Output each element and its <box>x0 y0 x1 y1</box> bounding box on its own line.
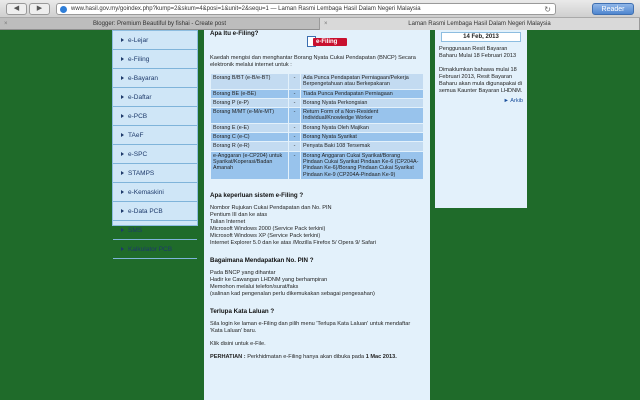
bullet-icon <box>121 171 124 175</box>
url-text: www.hasil.gov.my/goindex.php?kump=2&skum=4&posi=1&unit=2&sequ=1 — Laman Rasmi Lembaga Hasil Dalam Negeri Malaysia <box>71 6 421 12</box>
address-bar[interactable] <box>56 3 556 15</box>
intro-text: Kaedah mengisi dan menghantar Borang Nyata Cukai Pendapatan (BNCP) Secara elektronik melalui internet untuk : <box>210 55 416 68</box>
sidebar-item-e-kemaskini[interactable] <box>113 183 197 202</box>
form-name: Borang E (e-E) <box>211 123 289 132</box>
refresh-icon[interactable]: ↻ <box>544 5 551 14</box>
dash: - <box>289 123 301 132</box>
sidebar-item-label: e-Data PCB <box>128 207 163 215</box>
news-date: 14 Feb, 2013 <box>441 32 521 42</box>
dash: - <box>289 108 301 124</box>
bullet-icon <box>121 209 124 213</box>
list-item: Internet Explorer 5.0 dan ke atas /Mozilla Firefox 5/ Opera 9/ Safari <box>210 239 377 246</box>
form-desc: Borang Anggaran Cukai Syarikat/Borang Pindaan Cukai Syarikat Pindaan Ke-6 (CP204A-Pindaan Ke-6)/Borang Pindaan Cukai Syarikat Pindaan Ke-9 (CP204A-Pindaan Ke-9) <box>301 151 424 179</box>
table-row <box>211 151 424 179</box>
sidebar-item-sms[interactable] <box>113 221 197 240</box>
bullet-icon <box>121 247 124 251</box>
tab-bar <box>0 18 640 30</box>
sidebar-item-label: e-Filing <box>128 55 150 63</box>
sidebar-item-label: e-Lejar <box>128 36 149 44</box>
dash: - <box>289 74 301 90</box>
form-name: Borang R (e-R) <box>211 142 289 151</box>
sidebar-item-e-spc[interactable] <box>113 145 197 164</box>
dash: - <box>289 151 301 179</box>
notice <box>210 354 424 361</box>
list-item: Pada BNCP yang dihantar <box>210 269 276 276</box>
table-row <box>211 133 424 142</box>
sidebar-item-label: e-Daftar <box>128 93 152 101</box>
bullet-icon <box>121 95 124 99</box>
bullet-icon <box>121 190 124 194</box>
bullet-icon <box>121 133 124 137</box>
sidebar-item-e-lejar[interactable] <box>113 31 197 50</box>
sidebar-item-taef[interactable] <box>113 126 197 145</box>
notice-date: 1 Mac 2013. <box>365 353 397 360</box>
pin-title: Bagaimana Mendapatkan No. PIN ? <box>210 256 314 264</box>
main-content <box>204 30 430 400</box>
list-item: Nombor Rujukan Cukai Pendapatan dan No. PIN <box>210 204 332 211</box>
sidebar-item-label: Kalkulator PCB <box>128 245 173 253</box>
sidebar-item-e-bayaran[interactable] <box>113 69 197 88</box>
notice-text: Perkhidmatan e-Filing hanya akan dibuka pada <box>247 353 365 360</box>
list-item: (salinan kad pengenalan perlu dikemukakan sebagai pengesahan) <box>210 290 375 297</box>
bullet-icon <box>121 76 124 80</box>
browser-toolbar <box>0 0 640 18</box>
page <box>0 30 640 400</box>
requirements-title: Apa keperluan sistem e-Filing ? <box>210 191 304 199</box>
bullet-icon <box>121 228 124 232</box>
form-desc: Borang Nyata Perkongsian <box>301 98 424 107</box>
tab-blogger[interactable] <box>0 18 320 30</box>
sidebar-item-stamps[interactable] <box>113 164 197 183</box>
sidebar-item-label: TAeF <box>128 131 144 139</box>
sidebar-item-e-daftar[interactable] <box>113 88 197 107</box>
sidebar-item-label: e-Kemaskini <box>128 188 164 196</box>
form-name: Borang B/BT (e-B/e-BT) <box>211 74 289 90</box>
bullet-icon <box>121 57 124 61</box>
form-desc: Tiada Punca Pendapatan Perniagaan <box>301 89 424 98</box>
table-row <box>211 89 424 98</box>
form-name: Borang P (e-P) <box>211 98 289 107</box>
tab-label: Laman Rasmi Lembaga Hasil Dalam Negeri Malaysia <box>408 21 551 27</box>
requirements-list <box>210 205 424 247</box>
news-panel <box>435 30 527 208</box>
sidebar-item-label: STAMPS <box>128 169 155 177</box>
tab-close-icon[interactable]: × <box>4 21 8 27</box>
back-button[interactable]: ◀ <box>6 3 27 15</box>
sidebar-item-label: e-Bayaran <box>128 74 158 82</box>
form-name: Borang M/MT (e-M/e-MT) <box>211 108 289 124</box>
list-item: Memohon melalui telefon/surat/faks <box>210 283 299 290</box>
form-desc: Borang Nyata Syarikat <box>301 133 424 142</box>
pin-list <box>210 270 424 298</box>
table-row <box>211 123 424 132</box>
dash: - <box>289 98 301 107</box>
sidebar-item-label: SMS <box>128 226 143 234</box>
list-item: Microsoft Windows XP (Service Pack terkini) <box>210 232 321 239</box>
nav-buttons <box>6 3 50 15</box>
bullet-icon <box>121 38 124 42</box>
dash: - <box>289 89 301 98</box>
forgot-password-title: Terlupa Kata Laluan ? <box>210 307 275 315</box>
bullet-icon <box>121 114 124 118</box>
site-favicon-icon <box>60 6 67 13</box>
news-headline[interactable]: Penggunaan Resit Bayaran Baharu Mulai 18 Februari 2013 <box>439 46 517 59</box>
bullet-icon <box>121 152 124 156</box>
table-row <box>211 74 424 90</box>
table-row <box>211 98 424 107</box>
sidebar-item-e-pcb[interactable] <box>113 107 197 126</box>
list-item: Talian Internet <box>210 218 246 225</box>
tab-label: Blogger: Premium Beautiful by fishai - Create post <box>92 21 227 27</box>
notice-label: PERHATIAN : <box>210 353 246 360</box>
archive-link[interactable]: ► Arkib <box>503 98 523 104</box>
list-item: Microsoft Windows 2000 (Service Pack terkini) <box>210 225 326 232</box>
list-item: Pentium III dan ke atas <box>210 211 268 218</box>
forward-button[interactable]: ▶ <box>29 3 50 15</box>
sidebar-item-label: e-SPC <box>128 150 148 158</box>
efile-link[interactable]: Klik disini untuk e-File. <box>210 340 266 347</box>
form-desc: Borang Nyata Oleh Majikan <box>301 123 424 132</box>
form-name: e-Anggaran (e-CP204) untuk Syarikat/Koperasi/Badan Amanah <box>211 151 289 179</box>
page-title: Apa Itu e-Filing? <box>210 30 259 37</box>
dash: - <box>289 142 301 151</box>
form-desc: Return Form of a Non-Resident Individual/Knowledge Worker <box>301 108 424 124</box>
form-name: Borang C (e-C) <box>211 133 289 142</box>
forgot-password-text: Sila login ke laman e-Filing dan pilih menu 'Terlupa Kata Laluan' untuk mendaftar 'Kata Laluan' baru. <box>210 320 411 334</box>
dash: - <box>289 133 301 142</box>
form-name: Borang BE (e-BE) <box>211 89 289 98</box>
news-body: Dimaklumkan bahawa mulai 18 Februari 2013, Resit Bayaran Baharu akan mula digunapakai di semua Kaunter Bayaran LHDNM. <box>439 67 523 94</box>
form-desc: Ada Punca Pendapatan Perniagaan/Pekerja Berpengetahuan atau Berkepakaran <box>301 74 424 90</box>
efiling-logo-text: e-Filing <box>313 38 347 46</box>
sidebar-item-label: e-PCB <box>128 112 148 120</box>
forms-table <box>210 73 424 180</box>
sidebar-menu <box>112 30 198 253</box>
reader-button[interactable]: Reader <box>592 3 634 15</box>
sidebar-item-kalkulator-pcb[interactable] <box>113 240 197 259</box>
tab-close-icon[interactable]: × <box>324 21 328 27</box>
table-row <box>211 142 424 151</box>
sidebar-item-e-filing[interactable] <box>113 50 197 69</box>
efiling-logo <box>307 36 347 47</box>
list-item: Hadir ke Cawangan LHDNM yang berhampiran <box>210 276 328 283</box>
table-row <box>211 108 424 124</box>
form-desc: Penyata Baki 108 Tersemak <box>301 142 424 151</box>
tab-lhdn[interactable] <box>320 18 640 30</box>
sidebar-item-e-data-pcb[interactable] <box>113 202 197 221</box>
